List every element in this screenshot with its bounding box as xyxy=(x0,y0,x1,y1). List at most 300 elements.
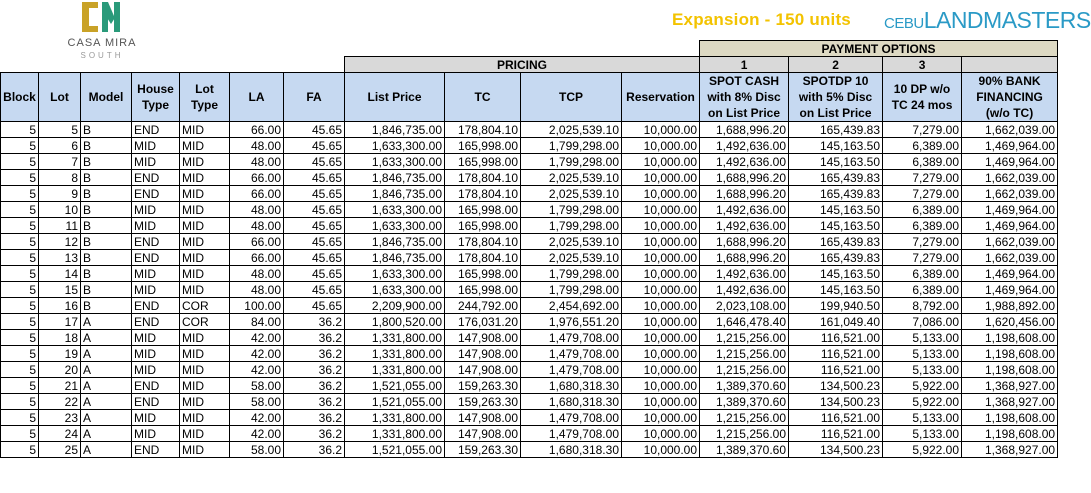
cell-house-type: END xyxy=(132,442,180,458)
cell-bank-financing: 1,469,964.00 xyxy=(962,138,1058,154)
cell-lot: 22 xyxy=(39,394,81,410)
cell-bank-financing: 1,368,927.00 xyxy=(962,394,1058,410)
cell-spotdp-10: 116,521.00 xyxy=(789,410,883,426)
cell-block: 5 xyxy=(1,442,39,458)
cell-block: 5 xyxy=(1,234,39,250)
cell-spotdp-10: 145,163.50 xyxy=(789,218,883,234)
cell-fa: 36.2 xyxy=(284,346,345,362)
cell-spotdp-10: 199,940.50 xyxy=(789,298,883,314)
cell-la: 66.00 xyxy=(230,250,284,266)
logo-mark-icon xyxy=(80,0,122,34)
cell-la: 66.00 xyxy=(230,234,284,250)
cell-bank-financing: 1,198,608.00 xyxy=(962,346,1058,362)
cell-lot-type: MID xyxy=(180,266,230,282)
cell-tcp: 1,479,708.00 xyxy=(521,330,622,346)
cell-tcp: 2,025,539.10 xyxy=(521,186,622,202)
cell-lot: 10 xyxy=(39,202,81,218)
cell-lot: 25 xyxy=(39,442,81,458)
cell-lot: 16 xyxy=(39,298,81,314)
cell-tcp: 2,025,539.10 xyxy=(521,170,622,186)
cell-la: 84.00 xyxy=(230,314,284,330)
cell-block: 5 xyxy=(1,330,39,346)
cell-list-price: 1,331,800.00 xyxy=(345,426,445,442)
table-row xyxy=(1,394,1058,410)
table-row xyxy=(1,234,1058,250)
cell-house-type: END xyxy=(132,122,180,138)
cell-house-type: END xyxy=(132,298,180,314)
cell-bank-financing: 1,368,927.00 xyxy=(962,378,1058,394)
cell-bank-financing: 1,469,964.00 xyxy=(962,202,1058,218)
cell-spotdp-10: 134,500.23 xyxy=(789,442,883,458)
cell-house-type: END xyxy=(132,378,180,394)
cell-tcp: 1,976,551.20 xyxy=(521,314,622,330)
cell-tc: 159,263.30 xyxy=(445,442,521,458)
brand-prefix: CEBU xyxy=(884,15,924,32)
cell-tcp: 1,479,708.00 xyxy=(521,410,622,426)
cell-dp-24-mos: 5,133.00 xyxy=(883,410,962,426)
brand-suffix: LANDMASTERS xyxy=(923,7,1091,33)
cell-spotdp-10: 165,439.83 xyxy=(789,170,883,186)
cell-la: 58.00 xyxy=(230,378,284,394)
cell-fa: 36.2 xyxy=(284,442,345,458)
cell-lot-type: MID xyxy=(180,346,230,362)
cell-spot-cash: 1,492,636.00 xyxy=(700,266,789,282)
cell-list-price: 1,633,300.00 xyxy=(345,202,445,218)
cell-tc: 178,804.10 xyxy=(445,170,521,186)
cell-bank-financing: 1,198,608.00 xyxy=(962,426,1058,442)
cell-spot-cash: 1,688,996.20 xyxy=(700,186,789,202)
cell-bank-financing: 1,198,608.00 xyxy=(962,410,1058,426)
cell-spotdp-10: 165,439.83 xyxy=(789,250,883,266)
pricing-group-row xyxy=(1,57,1058,73)
cell-bank-financing: 1,662,039.00 xyxy=(962,186,1058,202)
cell-tc: 165,998.00 xyxy=(445,218,521,234)
cell-list-price: 1,846,735.00 xyxy=(345,186,445,202)
column-header-spot-cash: SPOT CASH with 8% Disc on List Price xyxy=(700,73,789,122)
cell-block: 5 xyxy=(1,426,39,442)
cell-spot-cash: 1,646,478.40 xyxy=(700,314,789,330)
cell-spot-cash: 1,215,256.00 xyxy=(700,346,789,362)
cell-spot-cash: 1,215,256.00 xyxy=(700,426,789,442)
cell-model: B xyxy=(81,122,132,138)
cell-list-price: 1,521,055.00 xyxy=(345,378,445,394)
cell-tcp: 1,799,298.00 xyxy=(521,138,622,154)
column-header-list-price: List Price xyxy=(345,73,445,122)
cell-lot-type: MID xyxy=(180,154,230,170)
table-row xyxy=(1,186,1058,202)
cell-house-type: END xyxy=(132,250,180,266)
cell-reservation: 10,000.00 xyxy=(622,442,700,458)
cell-fa: 36.2 xyxy=(284,426,345,442)
cell-block: 5 xyxy=(1,378,39,394)
cell-la: 66.00 xyxy=(230,186,284,202)
cell-model: A xyxy=(81,330,132,346)
cell-tc: 178,804.10 xyxy=(445,250,521,266)
cell-list-price: 1,521,055.00 xyxy=(345,394,445,410)
cell-bank-financing: 1,662,039.00 xyxy=(962,170,1058,186)
cell-bank-financing: 1,469,964.00 xyxy=(962,282,1058,298)
cell-reservation: 10,000.00 xyxy=(622,138,700,154)
cell-fa: 36.2 xyxy=(284,314,345,330)
cell-model: B xyxy=(81,218,132,234)
cell-spotdp-10: 145,163.50 xyxy=(789,266,883,282)
cell-la: 42.00 xyxy=(230,410,284,426)
cell-house-type: MID xyxy=(132,362,180,378)
pricing-group-header: PRICING xyxy=(345,57,700,73)
cell-list-price: 1,331,800.00 xyxy=(345,330,445,346)
cell-reservation: 10,000.00 xyxy=(622,154,700,170)
cell-lot: 17 xyxy=(39,314,81,330)
cell-tcp: 1,479,708.00 xyxy=(521,426,622,442)
cell-la: 48.00 xyxy=(230,218,284,234)
table-row xyxy=(1,250,1058,266)
cell-la: 42.00 xyxy=(230,346,284,362)
cell-house-type: MID xyxy=(132,426,180,442)
cell-list-price: 1,633,300.00 xyxy=(345,218,445,234)
cell-lot: 11 xyxy=(39,218,81,234)
cell-spot-cash: 1,389,370.60 xyxy=(700,378,789,394)
cell-tcp: 1,799,298.00 xyxy=(521,154,622,170)
cell-fa: 36.2 xyxy=(284,394,345,410)
cell-lot-type: COR xyxy=(180,298,230,314)
cell-fa: 36.2 xyxy=(284,362,345,378)
cell-house-type: MID xyxy=(132,266,180,282)
cell-house-type: MID xyxy=(132,346,180,362)
cell-la: 48.00 xyxy=(230,154,284,170)
cell-bank-financing: 1,198,608.00 xyxy=(962,330,1058,346)
cell-model: B xyxy=(81,298,132,314)
cell-model: A xyxy=(81,346,132,362)
cell-bank-financing: 1,469,964.00 xyxy=(962,266,1058,282)
cell-tcp: 2,025,539.10 xyxy=(521,250,622,266)
cell-tcp: 1,799,298.00 xyxy=(521,266,622,282)
cell-reservation: 10,000.00 xyxy=(622,378,700,394)
cell-dp-24-mos: 5,133.00 xyxy=(883,426,962,442)
cell-spot-cash: 1,688,996.20 xyxy=(700,170,789,186)
payment-option-number: 1 xyxy=(700,57,789,73)
cell-spot-cash: 2,023,108.00 xyxy=(700,298,789,314)
cell-la: 42.00 xyxy=(230,362,284,378)
cell-block: 5 xyxy=(1,202,39,218)
column-header-tc: TC xyxy=(445,73,521,122)
cell-lot-type: MID xyxy=(180,426,230,442)
cell-spotdp-10: 165,439.83 xyxy=(789,234,883,250)
cell-tc: 178,804.10 xyxy=(445,122,521,138)
cell-model: A xyxy=(81,314,132,330)
table-row xyxy=(1,442,1058,458)
cell-spotdp-10: 116,521.00 xyxy=(789,330,883,346)
cell-fa: 45.65 xyxy=(284,282,345,298)
column-header-lot: Lot xyxy=(39,73,81,122)
cell-fa: 36.2 xyxy=(284,330,345,346)
cell-tcp: 2,454,692.00 xyxy=(521,298,622,314)
cell-dp-24-mos: 5,922.00 xyxy=(883,378,962,394)
cell-reservation: 10,000.00 xyxy=(622,122,700,138)
cell-la: 42.00 xyxy=(230,330,284,346)
cell-reservation: 10,000.00 xyxy=(622,298,700,314)
cell-tcp: 1,680,318.30 xyxy=(521,378,622,394)
cell-dp-24-mos: 6,389.00 xyxy=(883,202,962,218)
column-header-dp-24-mos: 10 DP w/o TC 24 mos xyxy=(883,73,962,122)
cell-lot: 7 xyxy=(39,154,81,170)
cell-dp-24-mos: 8,792.00 xyxy=(883,298,962,314)
cell-block: 5 xyxy=(1,410,39,426)
cell-house-type: MID xyxy=(132,154,180,170)
cell-block: 5 xyxy=(1,170,39,186)
cell-tcp: 1,799,298.00 xyxy=(521,218,622,234)
cell-reservation: 10,000.00 xyxy=(622,346,700,362)
cell-reservation: 10,000.00 xyxy=(622,218,700,234)
cell-model: A xyxy=(81,410,132,426)
cell-list-price: 1,331,800.00 xyxy=(345,346,445,362)
cell-la: 58.00 xyxy=(230,394,284,410)
cell-lot: 14 xyxy=(39,266,81,282)
cell-fa: 36.2 xyxy=(284,378,345,394)
cell-fa: 45.65 xyxy=(284,122,345,138)
cell-dp-24-mos: 6,389.00 xyxy=(883,218,962,234)
cell-reservation: 10,000.00 xyxy=(622,410,700,426)
cell-model: A xyxy=(81,442,132,458)
cell-tcp: 1,479,708.00 xyxy=(521,346,622,362)
cell-house-type: END xyxy=(132,186,180,202)
payment-option-number: 2 xyxy=(789,57,883,73)
cell-dp-24-mos: 6,389.00 xyxy=(883,154,962,170)
cell-bank-financing: 1,662,039.00 xyxy=(962,122,1058,138)
cell-model: B xyxy=(81,202,132,218)
payment-options-row xyxy=(1,41,1058,57)
cell-reservation: 10,000.00 xyxy=(622,362,700,378)
cebu-landmasters-logo xyxy=(884,7,1091,34)
cell-dp-24-mos: 5,133.00 xyxy=(883,330,962,346)
cell-model: B xyxy=(81,266,132,282)
cell-lot-type: MID xyxy=(180,138,230,154)
cell-spot-cash: 1,215,256.00 xyxy=(700,410,789,426)
cell-fa: 45.65 xyxy=(284,250,345,266)
table-row xyxy=(1,266,1058,282)
cell-tcp: 2,025,539.10 xyxy=(521,122,622,138)
cell-model: B xyxy=(81,186,132,202)
cell-spot-cash: 1,492,636.00 xyxy=(700,202,789,218)
cell-lot: 12 xyxy=(39,234,81,250)
table-row xyxy=(1,282,1058,298)
cell-list-price: 1,521,055.00 xyxy=(345,442,445,458)
cell-model: A xyxy=(81,394,132,410)
cell-block: 5 xyxy=(1,394,39,410)
cell-block: 5 xyxy=(1,362,39,378)
cell-dp-24-mos: 5,922.00 xyxy=(883,394,962,410)
cell-model: B xyxy=(81,170,132,186)
cell-block: 5 xyxy=(1,266,39,282)
cell-house-type: MID xyxy=(132,330,180,346)
cell-tc: 165,998.00 xyxy=(445,282,521,298)
cell-tcp: 2,025,539.10 xyxy=(521,234,622,250)
cell-tc: 165,998.00 xyxy=(445,138,521,154)
cell-la: 66.00 xyxy=(230,122,284,138)
cell-reservation: 10,000.00 xyxy=(622,234,700,250)
cell-tc: 178,804.10 xyxy=(445,186,521,202)
cell-spot-cash: 1,492,636.00 xyxy=(700,154,789,170)
cell-bank-financing: 1,198,608.00 xyxy=(962,362,1058,378)
column-header-reservation: Reservation xyxy=(622,73,700,122)
cell-list-price: 1,633,300.00 xyxy=(345,154,445,170)
cell-lot-type: MID xyxy=(180,170,230,186)
cell-reservation: 10,000.00 xyxy=(622,266,700,282)
cell-dp-24-mos: 5,133.00 xyxy=(883,362,962,378)
cell-bank-financing: 1,620,456.00 xyxy=(962,314,1058,330)
cell-la: 48.00 xyxy=(230,138,284,154)
cell-fa: 36.2 xyxy=(284,410,345,426)
cell-tc: 159,263.30 xyxy=(445,378,521,394)
cell-list-price: 1,800,520.00 xyxy=(345,314,445,330)
cell-block: 5 xyxy=(1,122,39,138)
column-header-model: Model xyxy=(81,73,132,122)
cell-spot-cash: 1,492,636.00 xyxy=(700,218,789,234)
table-row xyxy=(1,410,1058,426)
cell-tcp: 1,799,298.00 xyxy=(521,202,622,218)
cell-fa: 45.65 xyxy=(284,218,345,234)
cell-tcp: 1,680,318.30 xyxy=(521,394,622,410)
cell-lot: 13 xyxy=(39,250,81,266)
cell-block: 5 xyxy=(1,186,39,202)
cell-house-type: MID xyxy=(132,218,180,234)
table-row xyxy=(1,202,1058,218)
cell-lot-type: MID xyxy=(180,330,230,346)
cell-spotdp-10: 134,500.23 xyxy=(789,394,883,410)
cell-spotdp-10: 145,163.50 xyxy=(789,282,883,298)
cell-house-type: END xyxy=(132,234,180,250)
cell-house-type: MID xyxy=(132,138,180,154)
table-row xyxy=(1,362,1058,378)
cell-spot-cash: 1,688,996.20 xyxy=(700,234,789,250)
cell-fa: 45.65 xyxy=(284,138,345,154)
cell-spotdp-10: 165,439.83 xyxy=(789,122,883,138)
cell-dp-24-mos: 7,279.00 xyxy=(883,122,962,138)
cell-la: 48.00 xyxy=(230,266,284,282)
cell-tc: 147,908.00 xyxy=(445,362,521,378)
column-header-row xyxy=(1,73,1058,122)
logo-name: CASA MIRA xyxy=(67,37,137,49)
cell-lot: 18 xyxy=(39,330,81,346)
cell-tc: 176,031.20 xyxy=(445,314,521,330)
cell-dp-24-mos: 7,279.00 xyxy=(883,250,962,266)
cell-list-price: 1,633,300.00 xyxy=(345,266,445,282)
cell-model: A xyxy=(81,362,132,378)
cell-bank-financing: 1,469,964.00 xyxy=(962,218,1058,234)
cell-reservation: 10,000.00 xyxy=(622,314,700,330)
cell-lot: 21 xyxy=(39,378,81,394)
cell-spot-cash: 1,492,636.00 xyxy=(700,282,789,298)
cell-dp-24-mos: 5,133.00 xyxy=(883,346,962,362)
cell-house-type: MID xyxy=(132,282,180,298)
cell-block: 5 xyxy=(1,218,39,234)
cell-model: B xyxy=(81,154,132,170)
column-header-spotdp-10: SPOTDP 10 with 5% Disc on List Price xyxy=(789,73,883,122)
cell-dp-24-mos: 6,389.00 xyxy=(883,282,962,298)
cell-lot: 24 xyxy=(39,426,81,442)
cell-block: 5 xyxy=(1,250,39,266)
cell-lot: 9 xyxy=(39,186,81,202)
cell-reservation: 10,000.00 xyxy=(622,426,700,442)
cell-reservation: 10,000.00 xyxy=(622,202,700,218)
cell-tc: 147,908.00 xyxy=(445,330,521,346)
cell-lot-type: MID xyxy=(180,282,230,298)
cell-model: B xyxy=(81,282,132,298)
cell-fa: 45.65 xyxy=(284,298,345,314)
cell-spotdp-10: 145,163.50 xyxy=(789,154,883,170)
cell-la: 66.00 xyxy=(230,170,284,186)
cell-spotdp-10: 116,521.00 xyxy=(789,346,883,362)
cell-bank-financing: 1,988,892.00 xyxy=(962,298,1058,314)
cell-dp-24-mos: 6,389.00 xyxy=(883,266,962,282)
cell-model: B xyxy=(81,234,132,250)
cell-model: B xyxy=(81,138,132,154)
cell-list-price: 1,846,735.00 xyxy=(345,234,445,250)
cell-spotdp-10: 145,163.50 xyxy=(789,138,883,154)
table-row xyxy=(1,298,1058,314)
table-row xyxy=(1,330,1058,346)
cell-lot-type: MID xyxy=(180,234,230,250)
cell-reservation: 10,000.00 xyxy=(622,282,700,298)
column-header-fa: FA xyxy=(284,73,345,122)
cell-dp-24-mos: 5,922.00 xyxy=(883,442,962,458)
cell-lot: 19 xyxy=(39,346,81,362)
payment-option-number: 3 xyxy=(883,57,962,73)
cell-block: 5 xyxy=(1,282,39,298)
table-row xyxy=(1,378,1058,394)
cell-list-price: 2,209,900.00 xyxy=(345,298,445,314)
cell-lot: 6 xyxy=(39,138,81,154)
cell-lot: 15 xyxy=(39,282,81,298)
column-header-bank-financing: 90% BANK FINANCING (w/o TC) xyxy=(962,73,1058,122)
cell-la: 48.00 xyxy=(230,202,284,218)
table-row xyxy=(1,122,1058,138)
cell-fa: 45.65 xyxy=(284,154,345,170)
cell-la: 100.00 xyxy=(230,298,284,314)
logo-subtitle: SOUTH xyxy=(80,51,124,60)
cell-tc: 147,908.00 xyxy=(445,410,521,426)
cell-reservation: 10,000.00 xyxy=(622,394,700,410)
cell-model: A xyxy=(81,378,132,394)
table-row xyxy=(1,218,1058,234)
cell-bank-financing: 1,662,039.00 xyxy=(962,234,1058,250)
cell-bank-financing: 1,469,964.00 xyxy=(962,154,1058,170)
cell-tc: 165,998.00 xyxy=(445,154,521,170)
cell-list-price: 1,846,735.00 xyxy=(345,250,445,266)
cell-dp-24-mos: 6,389.00 xyxy=(883,138,962,154)
table-row xyxy=(1,426,1058,442)
cell-spotdp-10: 165,439.83 xyxy=(789,186,883,202)
cell-spotdp-10: 116,521.00 xyxy=(789,362,883,378)
cell-reservation: 10,000.00 xyxy=(622,170,700,186)
cell-fa: 45.65 xyxy=(284,170,345,186)
column-header-block: Block xyxy=(1,73,39,122)
cell-tc: 147,908.00 xyxy=(445,426,521,442)
column-header-lot-type: Lot Type xyxy=(180,73,230,122)
column-header-tcp: TCP xyxy=(521,73,622,122)
cell-spotdp-10: 134,500.23 xyxy=(789,378,883,394)
cell-tc: 178,804.10 xyxy=(445,234,521,250)
cell-lot-type: MID xyxy=(180,218,230,234)
cell-block: 5 xyxy=(1,138,39,154)
column-header-la: LA xyxy=(230,73,284,122)
cell-la: 48.00 xyxy=(230,282,284,298)
cell-tc: 147,908.00 xyxy=(445,346,521,362)
cell-model: A xyxy=(81,426,132,442)
cell-block: 5 xyxy=(1,314,39,330)
cell-block: 5 xyxy=(1,298,39,314)
cell-lot-type: COR xyxy=(180,314,230,330)
cell-reservation: 10,000.00 xyxy=(622,186,700,202)
